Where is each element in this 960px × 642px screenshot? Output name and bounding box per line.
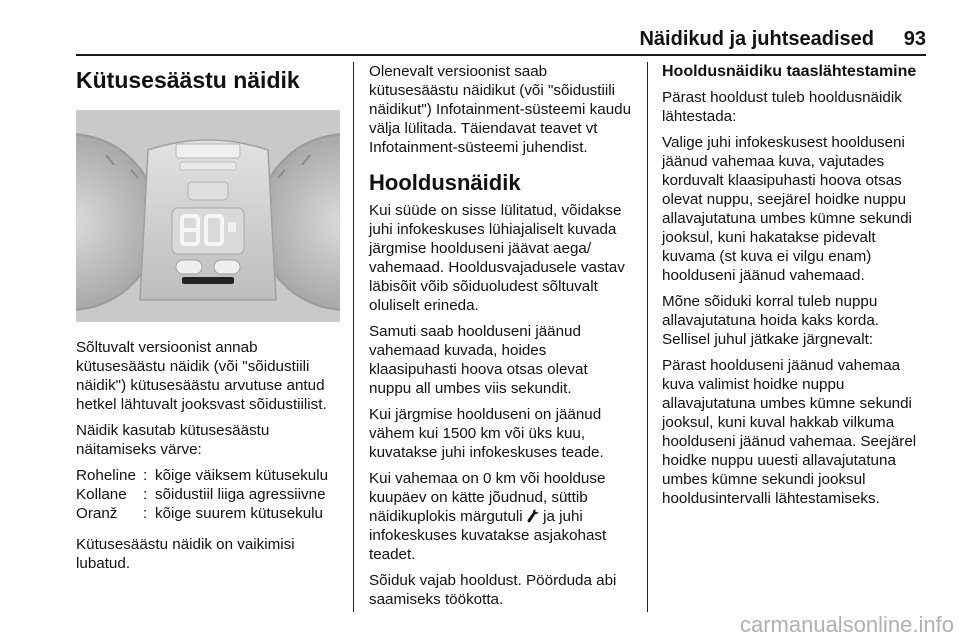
column-2 bbox=[369, 62, 634, 616]
paragraph: Sõiduk vajab hooldust. Pöörduda abi saamiseks töökotta. bbox=[369, 572, 617, 608]
page-number: 93 bbox=[903, 28, 926, 50]
paragraph: Valige juhi infokeskusest hoolduseni jäänud vahemaa kuva, vajutades korduvalt klaasipuhasti hoova otsas olevat nuppu, seejärel hoidke nuppu allavajutatuna umbes kümne sekundi jooksul, kuni hakatakse pidevalt kuvama (st kuva ei vilgu enam) hoolduseni jäänud vahemaad. bbox=[662, 134, 912, 284]
paragraph bbox=[369, 469, 634, 564]
legend-row-green bbox=[76, 466, 340, 485]
legend-key: Oranž bbox=[76, 505, 118, 522]
legend-row-yellow bbox=[76, 485, 340, 504]
legend-separator: : bbox=[143, 467, 148, 484]
wrench-icon bbox=[527, 509, 539, 523]
paragraph: Pärast hoolduseni jäänud vahemaa kuva valimist hoidke nuppu allavajutatuna umbes kümne sekundi jooksul, kuni kuval hakkab vilkuma hoolduseni jäänud vahemaa. Seejärel hoidke nuppu uuesti allavajutatuna umbes kümne sekundi jooksul hooldusintervalli lähtestamiseks. bbox=[662, 357, 917, 507]
section-heading-service-indicator: Hooldusnäidik bbox=[369, 170, 521, 195]
legend-row-orange bbox=[76, 504, 340, 523]
paragraph: Sõltuvalt versioonist annab kütusesäästu näidik (või "sõidustiili näidik") kütusesäästu arvutuse antud hetkel lähtuvalt jooksvast sõidustiilist. bbox=[76, 339, 327, 413]
legend-separator: : bbox=[143, 486, 148, 503]
header-title: Näidikud ja juhtseadised bbox=[639, 28, 874, 50]
paragraph-part: Kui vahemaa on 0 km või hoolduse kuupäev on kätte jõudnud, süttib näidikuplokis märgutuli bbox=[369, 470, 606, 525]
legend-key: Roheline bbox=[76, 467, 136, 484]
legend-key: Kollane bbox=[76, 486, 127, 503]
paragraph: Olenevalt versioonist saab kütusesäästu näidikut (või "sõidustiili näidikut") Infotainment-süsteemi kaudu välja lülitada. Täiendavat teavet vt Infotainment-süsteemi juhendist. bbox=[369, 63, 632, 156]
paragraph: Kui süüde on sisse lülitatud, võidakse juhi infokeskuses lühiajaliselt kuvada järgmise hoolduseni jäävat aega/ vahemaad. Hooldusvajadusele vastav läbisõit võib sõiduoludest sõltuvalt oluliselt erineda. bbox=[369, 202, 625, 314]
section-heading-fuel-economy: Kütusesäästu näidik bbox=[76, 67, 300, 93]
paragraph: Kütusesäästu näidik on vaikimisi lubatud. bbox=[76, 536, 295, 572]
legend-value: kõige suurem kütusekulu bbox=[155, 505, 323, 522]
legend-value: sõidustiil liiga agressiivne bbox=[155, 486, 326, 503]
column-divider bbox=[647, 62, 648, 612]
cluster-drawing bbox=[76, 110, 340, 322]
column-3 bbox=[662, 62, 926, 515]
paragraph: Kui järgmise hoolduseni on jäänud vähem kui 1500 km või üks kuu, kuvatakse juhi infokeskuses teade. bbox=[369, 406, 604, 461]
paragraph: Samuti saab hoolduseni jäänud vahemaad kuvada, hoides klaasipuhasti hoova otsas olevat nuppu all umbes viis sekundit. bbox=[369, 323, 588, 397]
paragraph: Mõne sõiduki korral tuleb nuppu allavajutatuna hoida kaks korda. Sellisel juhul jätkake järgnevalt: bbox=[662, 293, 879, 348]
paragraph: Pärast hooldust tuleb hooldusnäidik lähtestada: bbox=[662, 89, 902, 125]
color-legend bbox=[76, 466, 340, 523]
legend-separator: : bbox=[143, 505, 148, 522]
legend-value: kõige väiksem kütusekulu bbox=[155, 467, 329, 484]
column-1 bbox=[76, 62, 340, 580]
section-heading-service-reset: Hooldusnäidiku taaslähtestamine bbox=[662, 63, 917, 80]
paragraph-part: ja juhi infokeskuses kuvatakse asjakohast teadet. bbox=[369, 508, 607, 563]
watermark: carmanualsonline.info bbox=[739, 612, 954, 637]
page-header bbox=[76, 24, 926, 56]
column-divider bbox=[353, 62, 354, 612]
instrument-cluster-illustration bbox=[76, 110, 340, 322]
paragraph: Näidik kasutab kütusesäästu näitamiseks värve: bbox=[76, 422, 270, 458]
